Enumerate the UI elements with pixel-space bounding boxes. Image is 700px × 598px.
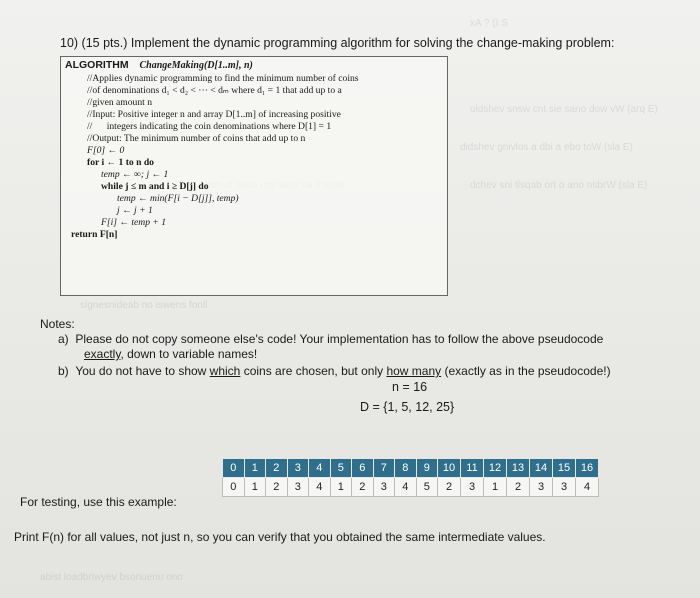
value-cell: 3 (530, 478, 553, 497)
algo-input-1: //Input: Positive integer n and array D[1..m] of increasing positive (87, 109, 341, 120)
value-cell: 1 (244, 478, 266, 497)
index-cell: 10 (438, 459, 461, 478)
index-cell: 12 (484, 459, 507, 478)
index-cell: 5 (330, 459, 352, 478)
example-d: D = {1, 5, 12, 25} (360, 400, 455, 414)
value-cell: 4 (576, 478, 599, 497)
value-cell: 2 (352, 478, 374, 497)
example-table (222, 458, 599, 497)
algo-comment-2: //of denominations d₁ < d₂ < ··· < dₘ where d₁ = 1 that add up to a (87, 85, 342, 96)
value-cell: 1 (484, 478, 507, 497)
value-cell: 2 (438, 478, 461, 497)
algo-assign: F[i] ← temp + 1 (101, 217, 167, 228)
index-row (223, 459, 599, 478)
algo-while: while j ≤ m and i ≥ D[j] do (101, 181, 209, 192)
algo-input-2: // integers indicating the coin denominations where D[1] = 1 (87, 121, 332, 132)
algo-init: F[0] ← 0 (87, 145, 125, 156)
index-cell: 13 (507, 459, 530, 478)
index-cell: 2 (266, 459, 288, 478)
algo-min: temp ← min(F[i − D[j]], temp) (117, 193, 239, 204)
index-cell: 3 (287, 459, 309, 478)
index-cell: 0 (223, 459, 245, 478)
value-cell: 2 (507, 478, 530, 497)
value-cell: 5 (416, 478, 438, 497)
algo-output: //Output: The minimum number of coins that add up to n (87, 133, 306, 144)
notes-heading: Notes: (40, 317, 75, 331)
print-instruction: Print F(n) for all values, not just n, so you can verify that you obtained the same intermediate values. (14, 530, 546, 544)
value-cell: 4 (395, 478, 417, 497)
value-cell: 3 (553, 478, 576, 497)
algo-temp-init: temp ← ∞; j ← 1 (101, 169, 169, 180)
index-cell: 6 (352, 459, 374, 478)
value-cell: 3 (461, 478, 484, 497)
question-header: 10) (15 pts.) Implement the dynamic programming algorithm for solving the change-making problem: (60, 36, 615, 50)
algorithm-box (60, 56, 448, 296)
value-cell: 3 (287, 478, 309, 497)
value-cell: 0 (223, 478, 245, 497)
index-cell: 1 (244, 459, 266, 478)
index-cell: 15 (553, 459, 576, 478)
index-cell: 11 (461, 459, 484, 478)
value-cell: 3 (373, 478, 395, 497)
algo-comment-3: //given amount n (87, 97, 153, 108)
index-cell: 4 (309, 459, 331, 478)
algo-return: return F[n] (71, 229, 118, 240)
note-a-cont: exactly, down to variable names! (84, 347, 258, 361)
value-cell: 2 (266, 478, 288, 497)
index-cell: 7 (373, 459, 395, 478)
index-cell: 9 (416, 459, 438, 478)
value-row (223, 478, 599, 497)
example-n: n = 16 (392, 380, 428, 394)
index-cell: 8 (395, 459, 417, 478)
index-cell: 16 (576, 459, 599, 478)
algo-for: for i ← 1 to n do (87, 157, 154, 168)
algo-comment-1: //Applies dynamic programming to find the minimum number of coins (87, 73, 359, 84)
value-cell: 4 (309, 478, 331, 497)
note-b: b) You do not have to show which coins are chosen, but only how many (exactly as in the pseudocode!) (58, 364, 611, 378)
note-a: a) Please do not copy someone else's code! Your implementation has to follow the above pseudocode (58, 332, 604, 346)
testing-label: For testing, use this example: (20, 495, 177, 509)
value-cell: 1 (330, 478, 352, 497)
algorithm-title: ALGORITHM ChangeMaking(D[1..m], n) (65, 59, 253, 71)
algo-increment: j ← j + 1 (117, 205, 153, 216)
index-cell: 14 (530, 459, 553, 478)
